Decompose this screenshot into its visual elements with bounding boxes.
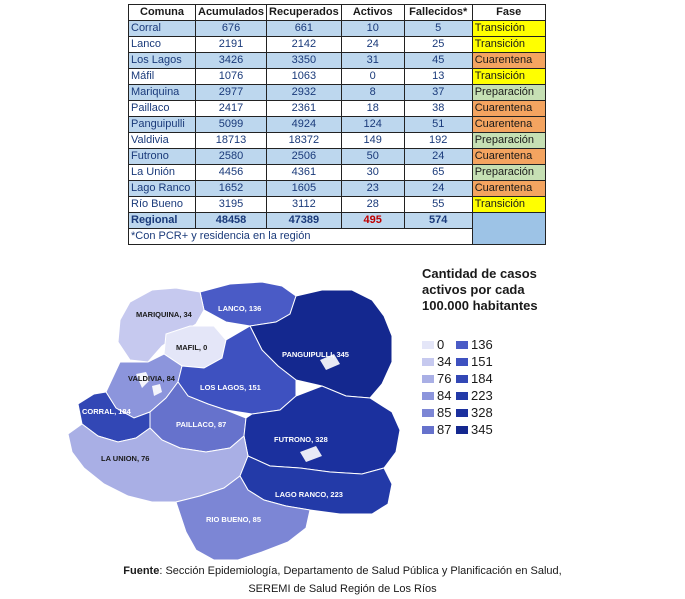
fase-cell: Cuarentena	[472, 117, 545, 133]
activos-cell: 28	[341, 197, 404, 213]
legend-swatch	[422, 409, 434, 417]
comuna-cell: Lago Ranco	[129, 181, 196, 197]
legend-item	[422, 388, 451, 403]
comuna-cell: Lanco	[129, 37, 196, 53]
total-name-cell: Regional	[129, 213, 196, 229]
acumulados-cell: 1076	[196, 69, 267, 85]
region-label-paillaco: PAILLACO, 87	[176, 420, 227, 429]
comuna-cell: Panguipulli	[129, 117, 196, 133]
legend-value: 223	[471, 388, 493, 403]
fase-cell: Cuarentena	[472, 101, 545, 117]
fallecidos-cell: 192	[404, 133, 472, 149]
fallecidos-cell: 5	[404, 21, 472, 37]
activos-cell: 0	[341, 69, 404, 85]
legend-value: 151	[471, 354, 493, 369]
activos-cell: 31	[341, 53, 404, 69]
fase-cell: Transición	[472, 69, 545, 85]
legend-item	[456, 422, 493, 437]
region-label-mariquina: MARIQUINA, 34	[136, 310, 192, 319]
recuperados-cell: 2932	[267, 85, 342, 101]
acumulados-cell: 2580	[196, 149, 267, 165]
recuperados-cell: 1605	[267, 181, 342, 197]
source-label: Fuente	[123, 565, 160, 577]
legend-value: 84	[437, 388, 452, 403]
legend-item	[456, 337, 493, 352]
recuperados-cell: 4924	[267, 117, 342, 133]
acumulados-cell: 676	[196, 21, 267, 37]
comuna-cell: Río Bueno	[129, 197, 196, 213]
legend-item	[422, 354, 451, 369]
fase-cell: Transición	[472, 37, 545, 53]
recuperados-cell: 2506	[267, 149, 342, 165]
fallecidos-cell: 13	[404, 69, 472, 85]
acumulados-cell: 4456	[196, 165, 267, 181]
legend-swatch	[456, 392, 468, 400]
comuna-cell: Mariquina	[129, 85, 196, 101]
comuna-cell: Corral	[129, 21, 196, 37]
legend-item	[456, 405, 493, 420]
acumulados-cell: 2191	[196, 37, 267, 53]
region-label-la-union: LA UNION, 76	[101, 454, 150, 463]
recuperados-cell: 1063	[267, 69, 342, 85]
legend-value: 85	[437, 405, 452, 420]
activos-cell: 8	[341, 85, 404, 101]
header-fase: Fase	[472, 5, 545, 21]
region-label-rio-bueno: RIO BUENO, 85	[206, 515, 262, 524]
legend-value: 345	[471, 422, 493, 437]
fallecidos-cell: 51	[404, 117, 472, 133]
header-comuna: Comuna	[129, 5, 196, 21]
activos-cell: 24	[341, 37, 404, 53]
source-line-2: SEREMI de Salud Región de Los Ríos	[248, 583, 437, 595]
recuperados-cell: 3112	[267, 197, 342, 213]
header-fallecidos: Fallecidos*	[404, 5, 472, 21]
legend-title: Cantidad de casos activos por cada 100.000 habitantes	[422, 266, 538, 313]
activos-cell: 30	[341, 165, 404, 181]
recuperados-cell: 18372	[267, 133, 342, 149]
legend-swatch	[422, 392, 434, 400]
legend-value: 34	[437, 354, 452, 369]
activos-cell: 149	[341, 133, 404, 149]
activos-cell: 23	[341, 181, 404, 197]
legend-item	[422, 371, 451, 386]
legend-value: 76	[437, 371, 452, 386]
header-activos: Activos	[341, 5, 404, 21]
legend-item	[456, 371, 493, 386]
region-label-mafil: MAFIL, 0	[176, 343, 208, 352]
legend-value: 87	[437, 422, 452, 437]
legend-swatch	[456, 358, 468, 366]
fase-cell: Preparación	[472, 133, 545, 149]
acumulados-cell: 3195	[196, 197, 267, 213]
acumulados-cell: 2977	[196, 85, 267, 101]
header-recuperados: Recuperados	[267, 5, 342, 21]
recuperados-cell: 661	[267, 21, 342, 37]
legend-item	[456, 388, 493, 403]
region-label-panguipulli: PANGUIPULLI, 345	[282, 350, 349, 359]
legend-swatch	[422, 341, 434, 349]
region-label-futrono: FUTRONO, 328	[274, 435, 328, 444]
legend-value: 0	[437, 337, 445, 352]
activos-cell: 50	[341, 149, 404, 165]
fase-cell: Transición	[472, 197, 545, 213]
recuperados-cell: 4361	[267, 165, 342, 181]
legend-swatch	[456, 341, 468, 349]
legend-swatch	[456, 409, 468, 417]
fallecidos-cell: 55	[404, 197, 472, 213]
legend-item	[422, 422, 451, 437]
legend-swatch	[422, 375, 434, 383]
legend-item	[422, 405, 451, 420]
fallecidos-cell: 38	[404, 101, 472, 117]
acumulados-cell: 18713	[196, 133, 267, 149]
total-fallecidos-cell: 574	[404, 213, 472, 229]
region-label-lanco: LANCO, 136	[218, 304, 262, 313]
legend-value: 136	[471, 337, 493, 352]
fallecidos-cell: 65	[404, 165, 472, 181]
comuna-cell: La Unión	[129, 165, 196, 181]
legend-value: 328	[471, 405, 493, 420]
fallecidos-cell: 24	[404, 181, 472, 197]
source-line-1: : Sección Epidemiología, Departamento de Salud Pública y Planificación en Salud,	[159, 565, 562, 577]
acumulados-cell: 1652	[196, 181, 267, 197]
acumulados-cell: 2417	[196, 101, 267, 117]
activos-cell: 10	[341, 21, 404, 37]
footnote: *Con PCR+ y residencia en la región	[129, 229, 473, 245]
legend-swatch	[422, 358, 434, 366]
acumulados-cell: 3426	[196, 53, 267, 69]
activos-cell: 18	[341, 101, 404, 117]
legend-swatch	[456, 426, 468, 434]
source-note	[0, 562, 685, 598]
fase-cell: Cuarentena	[472, 149, 545, 165]
total-acum-cell: 48458	[196, 213, 267, 229]
recuperados-cell: 2361	[267, 101, 342, 117]
acumulados-cell: 5099	[196, 117, 267, 133]
total-activos-cell: 495	[341, 213, 404, 229]
legend-swatch	[456, 375, 468, 383]
comuna-cell: Valdivia	[129, 133, 196, 149]
fase-cell: Cuarentena	[472, 53, 545, 69]
recuperados-cell: 3350	[267, 53, 342, 69]
legend-swatch	[422, 426, 434, 434]
region-label-valdivia: VALDIVIA, 84	[128, 374, 175, 383]
total-recup-cell: 47389	[267, 213, 342, 229]
activos-cell: 124	[341, 117, 404, 133]
header-acumulados: Acumulados	[196, 5, 267, 21]
fallecidos-cell: 45	[404, 53, 472, 69]
comuna-cell: Los Lagos	[129, 53, 196, 69]
legend-value: 184	[471, 371, 493, 386]
comuna-cell: Paillaco	[129, 101, 196, 117]
region-label-los-lagos: LOS LAGOS, 151	[200, 383, 261, 392]
comuna-cell: Máfil	[129, 69, 196, 85]
fallecidos-cell: 24	[404, 149, 472, 165]
fase-cell: Cuarentena	[472, 181, 545, 197]
region-label-corral: CORRAL, 184	[82, 407, 131, 416]
fallecidos-cell: 25	[404, 37, 472, 53]
fase-cell: Preparación	[472, 165, 545, 181]
recuperados-cell: 2142	[267, 37, 342, 53]
legend-item	[422, 337, 444, 352]
comuna-cell: Futrono	[129, 149, 196, 165]
legend-item	[456, 354, 493, 369]
fase-cell: Preparación	[472, 85, 545, 101]
fallecidos-cell: 37	[404, 85, 472, 101]
fase-cell: Transición	[472, 21, 545, 37]
region-label-lago-ranco: LAGO RANCO, 223	[275, 490, 343, 499]
